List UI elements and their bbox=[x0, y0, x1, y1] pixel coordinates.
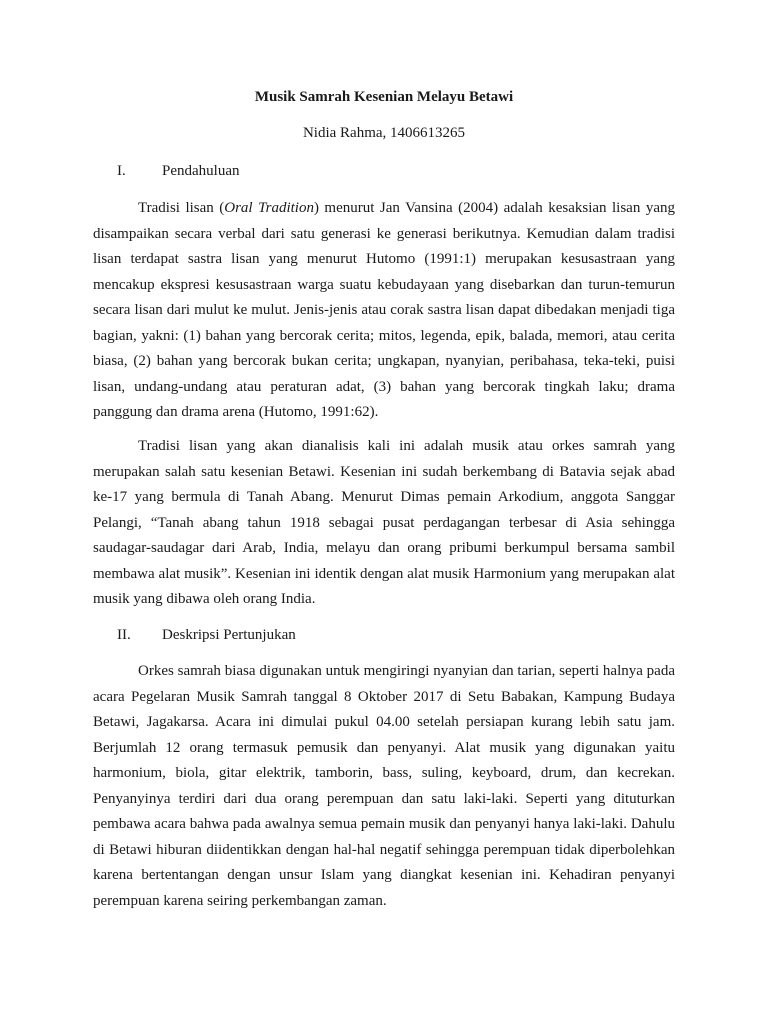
section-number-2: II. bbox=[117, 627, 131, 643]
section-heading-1 bbox=[117, 163, 239, 183]
section-title-2: Deskripsi Pertunjukan bbox=[162, 627, 296, 643]
paragraph-3: Orkes samrah biasa digunakan untuk mengiringi nyanyian dan tarian, seperti halnya pada acara Pegelaran Musik Samrah tanggal 8 Oktober 2017 di Setu Babakan, Kampung Budaya Betawi, Jagakarsa. Acara ini dimulai pukul 04.00 setelah persiapan kurang lebih satu jam. Berjumlah 12 orang termasuk pemusik dan penyanyi. Alat musik yang digunakan yaitu harmonium, biola, gitar elektrik, tamborin, bass, suling, keyboard, drum, dan kecrekan. Penyanyinya terdiri dari dua orang perempuan dan satu laki-laki. Seperti yang dituturkan pembawa acara bahwa pada awalnya semua pemain musik dan penyanyi hanya laki-laki. Dahulu di Betawi hiburan diidentikkan dengan hal-hal negatif sehingga perempuan tidak diperbolehkan karena bertentangan dengan unsur Islam yang diangkat kesenian ini. Kehadiran penyanyi perempuan karena seiring perkembangan zaman. bbox=[93, 663, 675, 909]
paragraph-1-text-rest: ) menurut Jan Vansina (2004) adalah kesaksian lisan yang disampaikan secara verbal dari satu generasi ke generasi berikutnya. Kemudian dalam tradisi lisan terdapat sastra lisan yang menurut Hutomo (1991:1) merupakan kesusastraan yang mencakup ekspresi kesusastraan warga suatu kebudayaan yang disebarkan dan turun-temurun secara lisan dari mulut ke mulut. Jenis-jenis atau corak sastra lisan dapat dibedakan menjadi tiga bagian, yakni: (1) bahan yang bercorak cerita; mitos, legenda, epik, balada, memori, atau cerita biasa, (2) bahan yang bercorak bukan cerita; ungkapan, nyanyian, peribahasa, teka-teki, puisi lisan, undang-undang atau peraturan adat, (3) bahan yang bercorak tingkah laku; drama panggung dan drama arena (Hutomo, 1991:62). bbox=[93, 200, 675, 420]
paragraph-2: Tradisi lisan yang akan dianalisis kali ini adalah musik atau orkes samrah yang merupakan salah satu kesenian Betawi. Kesenian ini sudah berkembang di Batavia sejak abad ke-17 yang bermula di Tanah Abang. Menurut Dimas pemain Arkodium, anggota Sanggar Pelangi, “Tanah abang tahun 1918 sebagai pusat perdagangan terbesar di Asia sehingga saudagar-saudagar dari Arab, India, melayu dan orang pribumi berkumpul bersama sambil membawa alat musik”. Kesenian ini identik dengan alat musik Harmonium yang merupakan alat musik yang dibawa oleh orang India. bbox=[93, 438, 675, 607]
document-title: Musik Samrah Kesenian Melayu Betawi bbox=[254, 89, 514, 105]
paragraph-1 bbox=[93, 196, 675, 426]
paragraph-1-italic-term: Oral Tradition bbox=[224, 200, 314, 216]
section-heading-2 bbox=[117, 627, 296, 647]
author-line: Nidia Rahma, 1406613265 bbox=[302, 125, 466, 141]
paragraph-1-text-start: Tradisi lisan ( bbox=[138, 200, 225, 216]
section-title-1: Pendahuluan bbox=[162, 163, 240, 179]
section-number-1: I. bbox=[117, 163, 126, 179]
